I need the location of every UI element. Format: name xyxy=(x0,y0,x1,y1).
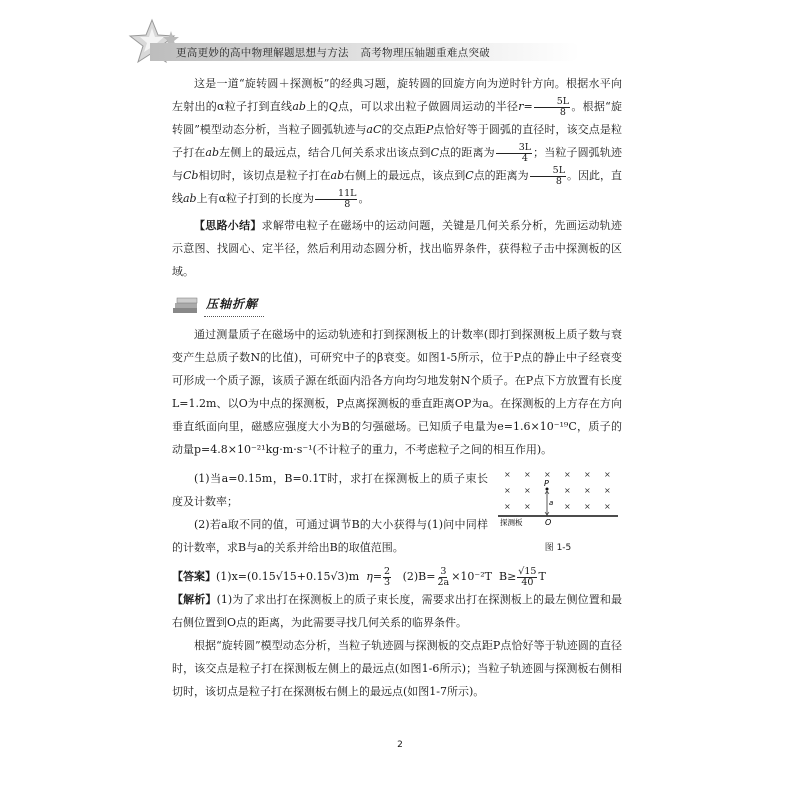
analysis-paragraph: 【解析】(1)为了求出打在探测板上的质子束长度，需要求出打在探测板上的最左侧位置和最右侧位置到O点的距离，为此需要寻找几何关系的临界条件。 xyxy=(172,593,622,629)
svg-text:×: × xyxy=(584,502,591,511)
svg-text:×: × xyxy=(504,486,511,495)
svg-text:×: × xyxy=(524,470,531,479)
fraction: $\frac{3}{2a}$ xyxy=(437,565,450,588)
svg-text:×: × xyxy=(564,470,571,479)
problem-statement: 通过测量质子在磁场中的运动轨迹和打到探测板上的计数率(即打到探测板上质子数与衰变产生总质子数N的比值)，可研究中子的β衰变。如图1-5所示，位于P点的静止中子经衰变可形成一个质子源，该质子源在纸面内沿各方向均匀地发射N个质子。在P点下方放置有长度L=1.2m、以O为中点的探测板，P点离探测板的垂直距离OP为a。在探测板的上方存在方向垂直纸面向里，磁感应强度大小为B的匀强磁场。已知质子电量为e=1.6×10⁻¹⁹C，质子的动量p=4.8×10⁻²¹kg·m·s⁻¹(不计粒子的重力，不考虑粒子之间的相互作用)。 xyxy=(172,328,622,456)
summary-label: 【思路小结】 xyxy=(194,219,262,232)
summary-text: 求解带电粒子在磁场中的运动问题，关键是几何关系分析，先画运动轨迹示意图、找圆心、定半径，然后利用动态圆分析，找出临界条件，获得粒子击中探测板的区域。 xyxy=(172,219,623,278)
book-title: 更高更妙的高中物理解题思想与方法 xyxy=(176,47,349,59)
svg-text:×: × xyxy=(524,502,531,511)
page-content xyxy=(172,72,622,703)
page-header xyxy=(0,0,800,70)
figure-1-5 xyxy=(494,467,622,559)
fraction: $\frac{3L}{4}$ xyxy=(496,143,532,164)
fraction: $\frac{2}{3}$ xyxy=(384,565,391,588)
questions xyxy=(172,461,488,559)
solution-paragraph: 这是一道“旋转圆＋探测板”的经典习题，旋转圆的回旋方向为逆时针方向。根据水平向左射出的α粒子打到直线ab上的Q点，可以求出粒子做圆周运动的半径r= $\frac{5L}{8}$ 。根据“旋转圆”模型动态分析，当粒子圆弧轨迹与aC的交点距P点恰好等于圆弧的直径时，该交点是粒子打在ab左侧上的最远点，结合几何关系求出该点到C点的距离为 $\frac{3L}{4}$ ；当粒子圆弧轨迹与Cb相切时，该切点是粒子打在ab右侧上的最远点，该点到C点的距离为 $\frac{5L}{8}$ 。因此，直线ab上有α粒子打到的长度为 $\frac{11L}{8}$ 。 xyxy=(172,77,623,210)
book-subtitle: 高考物理压轴题重难点突破 xyxy=(360,47,491,59)
svg-text:×: × xyxy=(584,486,591,495)
analysis-label: 【解析】 xyxy=(172,593,217,606)
fraction: $\frac{5L}{8}$ xyxy=(534,97,570,118)
svg-text:×: × xyxy=(504,502,511,511)
header-title xyxy=(176,45,498,60)
figure-caption: 图 1-5 xyxy=(544,543,572,553)
analysis-paragraph-2: 根据“旋转圆”模型动态分析，当粒子轨迹圆与探测板的交点距P点恰好等于轨迹圆的直径时，该交点是粒子打在探测板左侧上的最远点(如图1-6所示)；当粒子轨迹圆与探测板右侧相切时，该切点是粒子打在探测板右侧上的最远点(如图1-7所示)。 xyxy=(172,639,622,698)
svg-text:×: × xyxy=(504,470,511,479)
books-icon xyxy=(172,296,200,314)
question-figure-block xyxy=(172,461,622,559)
summary-paragraph xyxy=(172,214,622,283)
page-number: 2 xyxy=(397,740,403,750)
svg-text:×: × xyxy=(564,486,571,495)
label-o: O xyxy=(545,518,552,527)
svg-text:×: × xyxy=(544,470,551,479)
svg-text:×: × xyxy=(604,486,611,495)
label-p: P xyxy=(544,479,549,488)
field-diagram xyxy=(494,467,622,527)
fraction: $\frac{√15}{40}$ xyxy=(518,565,537,588)
fraction: $\frac{5L}{8}$ xyxy=(530,166,566,187)
section-heading xyxy=(172,291,622,319)
svg-text:×: × xyxy=(584,470,591,479)
section-title: 压轴折解 xyxy=(204,293,264,317)
answer-line: 【答案】(1)x=(0.15√15+0.15√3)m η= $\frac{2}{3}$ (2)B= $\frac{3}{2a}$ ×10⁻²T B≥ $\frac{√15}{40}$ T xyxy=(172,565,546,588)
answer-label: 【答案】 xyxy=(172,570,216,583)
question-1: (1)当a=0.15m，B=0.1T时，求打在探测板上的质子束长度及计数率； xyxy=(172,472,488,508)
svg-text:×: × xyxy=(604,470,611,479)
board-label: 探测板 xyxy=(500,518,523,527)
svg-text:×: × xyxy=(564,502,571,511)
svg-text:×: × xyxy=(524,486,531,495)
label-a: a xyxy=(549,499,554,507)
fraction: $\frac{11L}{8}$ xyxy=(315,189,357,210)
svg-text:×: × xyxy=(604,502,611,511)
question-2: (2)若a取不同的值，可通过调节B的大小获得与(1)问中同样的计数率，求B与a的关系并给出B的取值范围。 xyxy=(172,518,488,554)
